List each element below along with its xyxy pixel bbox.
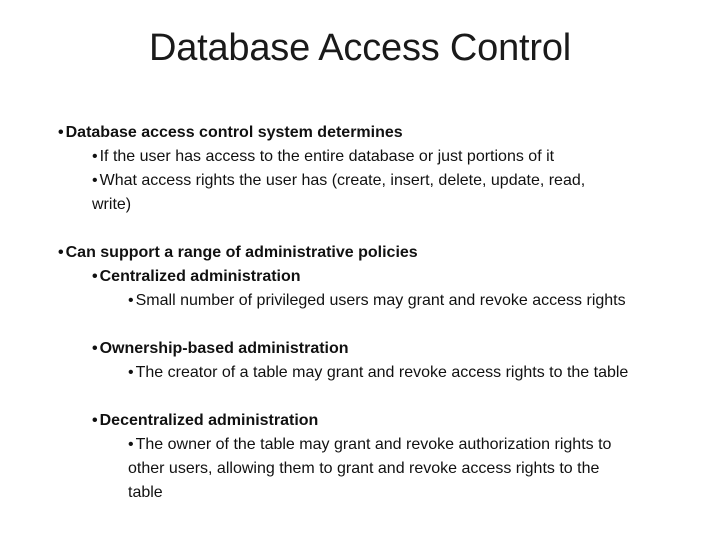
bullet-icon: • <box>92 412 98 429</box>
bullet-text: The creator of a table may grant and revoke access rights to the table <box>135 364 629 381</box>
bullet-text: Can support a range of administrative policies <box>65 244 418 261</box>
bullet-text: Database access control system determines <box>65 124 403 141</box>
bullet-level2-entire-database <box>92 146 554 168</box>
bullet-icon: • <box>92 268 98 285</box>
bullet-level2-access-rights-cont <box>92 194 131 216</box>
bullet-text: Small number of privileged users may grant and revoke access rights <box>135 292 626 309</box>
slide-title: Database Access Control <box>148 27 572 69</box>
bullet-level2-decentralized <box>92 410 318 432</box>
bullet-text-continuation: table <box>128 484 163 501</box>
bullet-icon: • <box>128 292 134 309</box>
bullet-text: What access rights the user has (create, insert, delete, update, read, <box>99 172 586 189</box>
bullet-level1-access-control <box>58 122 403 144</box>
bullet-level1-admin-policies <box>58 242 418 264</box>
bullet-level2-access-rights <box>92 170 585 192</box>
bullet-level2-centralized <box>92 266 301 288</box>
bullet-icon: • <box>92 340 98 357</box>
bullet-text: If the user has access to the entire database or just portions of it <box>99 148 555 165</box>
bullet-text: Decentralized administration <box>99 412 319 429</box>
bullet-icon: • <box>92 148 98 165</box>
bullet-icon: • <box>128 364 134 381</box>
bullet-level2-ownership <box>92 338 349 360</box>
bullet-level3-decentralized-desc <box>128 434 611 456</box>
bullet-icon: • <box>58 244 64 261</box>
bullet-icon: • <box>58 124 64 141</box>
bullet-icon: • <box>92 172 98 189</box>
bullet-level3-centralized-desc <box>128 290 626 312</box>
bullet-text-continuation: other users, allowing them to grant and revoke access rights to the <box>128 460 600 477</box>
bullet-level3-decentralized-desc-cont1 <box>128 458 599 480</box>
bullet-text-continuation: write) <box>92 196 132 213</box>
bullet-text: Centralized administration <box>99 268 301 285</box>
bullet-level3-decentralized-desc-cont2 <box>128 482 163 504</box>
bullet-text: Ownership-based administration <box>99 340 349 357</box>
bullet-level3-ownership-desc <box>128 362 628 384</box>
bullet-icon: • <box>128 436 134 453</box>
bullet-text: The owner of the table may grant and revoke authorization rights to <box>135 436 612 453</box>
